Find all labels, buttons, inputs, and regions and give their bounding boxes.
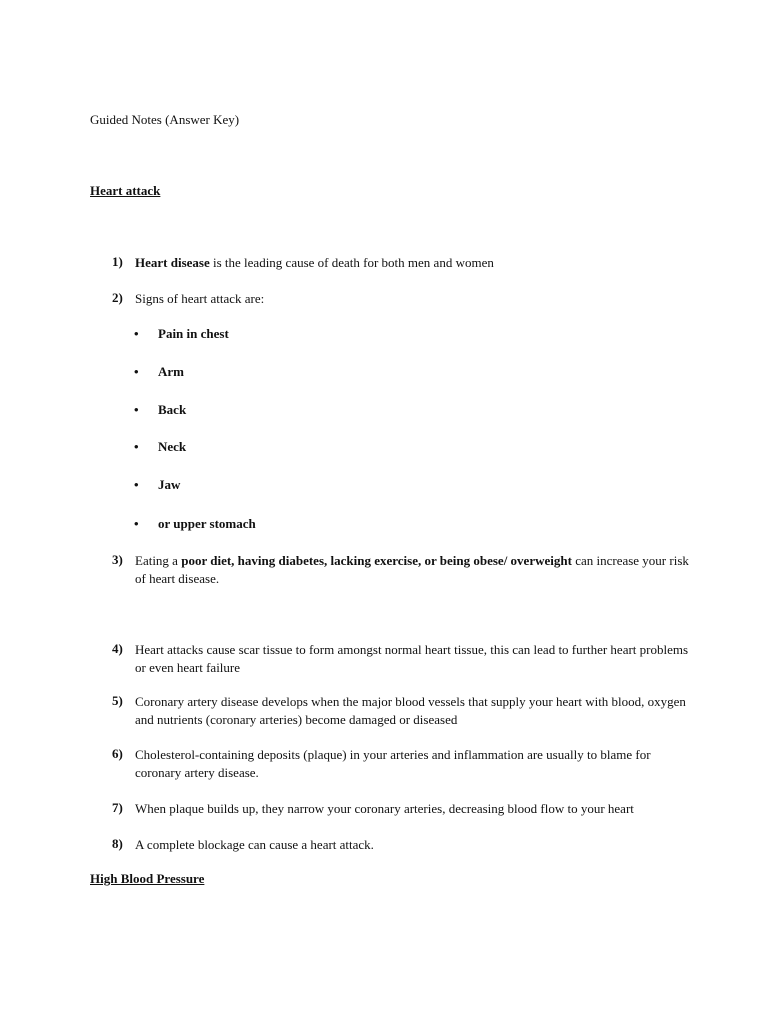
- bullet-icon: •: [134, 402, 139, 417]
- item-number: 3): [112, 552, 123, 567]
- bullet-text: Arm: [158, 364, 184, 379]
- bullet-icon: •: [134, 439, 139, 454]
- bullet-icon: •: [134, 516, 139, 531]
- item-pre-text: Eating a: [135, 553, 182, 568]
- bullet-icon: •: [134, 326, 139, 341]
- item-rest-text: is the leading cause of death for both men and women: [209, 255, 494, 270]
- item-text: Coronary artery disease develops when the major blood vessels that supply your heart with blood, oxygen and nutrients (coronary arteries) become damaged or diseased: [135, 694, 686, 727]
- item-text: Signs of heart attack are:: [135, 291, 265, 306]
- bullet-icon: •: [134, 364, 139, 379]
- bullet-text: Neck: [158, 439, 187, 454]
- item-text: Cholesterol-containing deposits (plaque) in your arteries and inflammation are usually to blame for coronary artery disease.: [135, 747, 651, 780]
- item-bold-text: poor diet, having diabetes, lacking exercise, or being obese/ overweight: [181, 553, 572, 568]
- item-text: When plaque builds up, they narrow your coronary arteries, decreasing blood flow to your heart: [135, 801, 634, 816]
- bullet-text: Jaw: [158, 477, 181, 492]
- item-number: 7): [112, 800, 123, 815]
- item-number: 6): [112, 746, 123, 761]
- item-number: 5): [112, 693, 123, 708]
- item-bold-text: Heart disease: [135, 255, 210, 270]
- item-number: 1): [112, 254, 123, 269]
- bullet-text: Pain in chest: [158, 326, 229, 341]
- bullet-text: or upper stomach: [158, 516, 256, 531]
- section-heading-high-blood-pressure: High Blood Pressure: [90, 871, 205, 886]
- item-text: A complete blockage can cause a heart attack.: [135, 837, 374, 852]
- item-number: 4): [112, 641, 123, 656]
- bullet-text: Back: [158, 402, 187, 417]
- bullet-icon: •: [134, 477, 139, 492]
- item-rest-text: can increase your risk of heart disease.: [135, 553, 689, 586]
- item-number: 8): [112, 836, 123, 851]
- item-text: [135, 254, 695, 272]
- section-heading-heart-attack: Heart attack: [90, 183, 161, 198]
- document-title: Guided Notes (Answer Key): [90, 112, 240, 127]
- item-text: [135, 552, 695, 588]
- item-number: 2): [112, 290, 123, 305]
- item-text: Heart attacks cause scar tissue to form amongst normal heart tissue, this can lead to further heart problems or even heart failure: [135, 642, 689, 675]
